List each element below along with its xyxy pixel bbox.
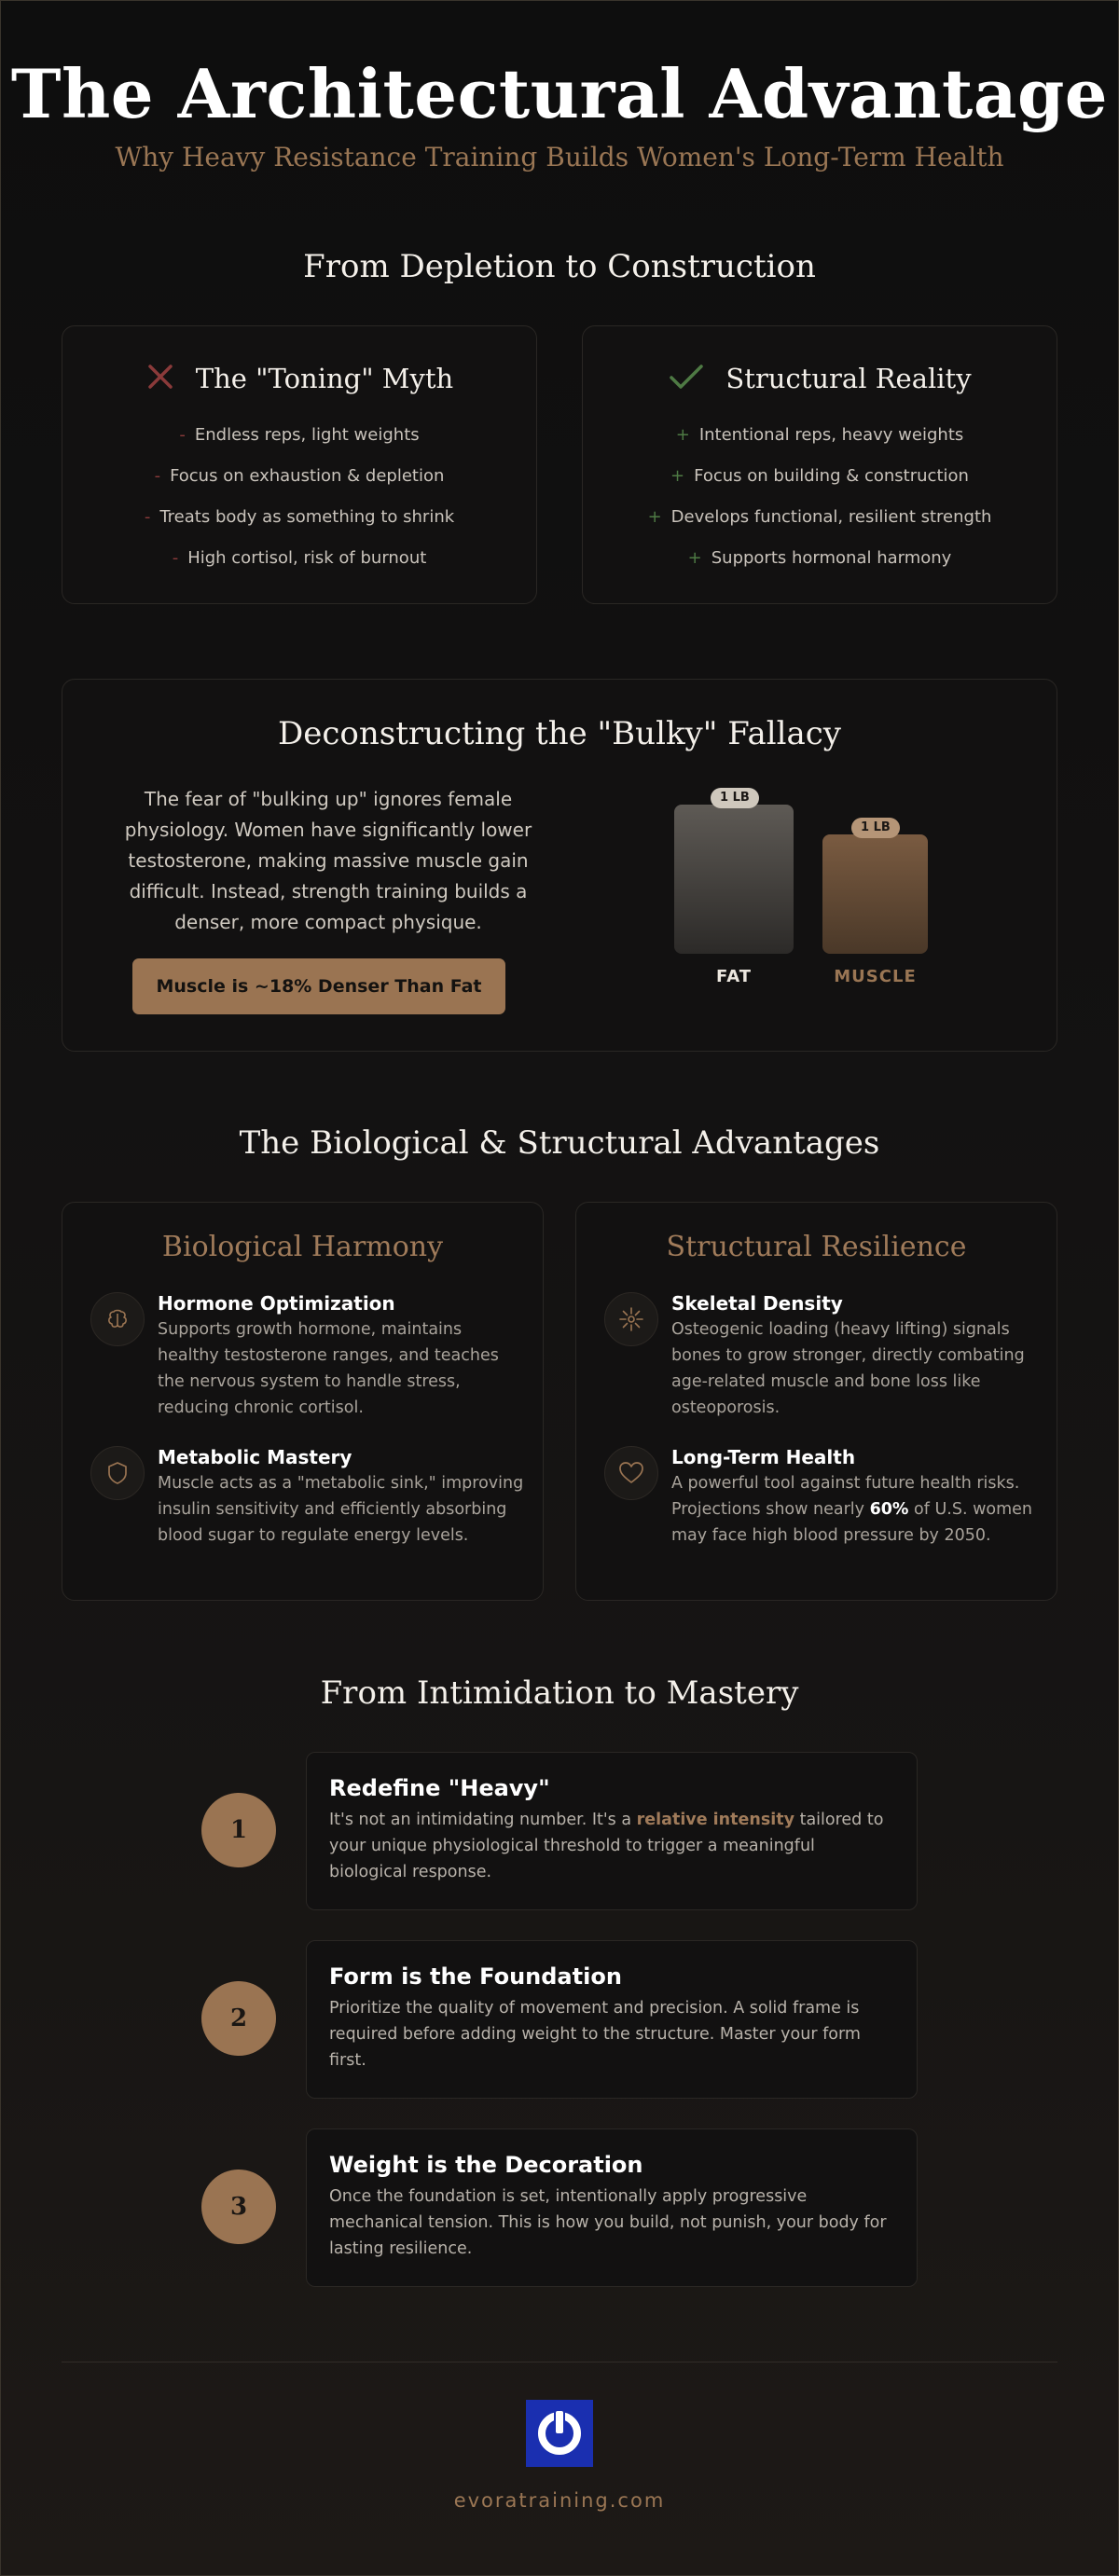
item-text: Muscle acts as a "metabolic sink," improving insulin sensitivity and efficiently absorbing blood sugar to regulate energy levels.: [158, 1474, 524, 1545]
structural-card: [575, 1202, 1057, 1601]
myth-list: [62, 423, 536, 587]
minus-marker: -: [172, 548, 179, 568]
step-highlight: relative intensity: [636, 1811, 795, 1829]
item-heading: Long-Term Health: [671, 1446, 856, 1468]
structural-title: Structural Resilience: [666, 1231, 967, 1263]
step-text: Once the foundation is set, intentionally apply progressive mechanical tension. This is how you build, not punish, your body for lasting resilience.: [329, 2187, 887, 2258]
page-subtitle: Why Heavy Resistance Training Builds Women's Long-Term Health: [115, 142, 1004, 172]
muscle-bar: [822, 834, 928, 954]
list-item: - High cortisol, risk of burnout: [172, 548, 427, 568]
list-item: - Treats body as something to shrink: [144, 507, 455, 527]
heart-icon: [604, 1446, 658, 1500]
plus-marker: +: [647, 507, 662, 527]
step-card-2: [306, 1940, 918, 2099]
bulky-text: The fear of "bulking up" ignores female physiology. Women have significantly lower testosterone, making massive muscle gain difficult. Instead, strength training builds a denser, more compact physique.: [124, 788, 532, 933]
list-item: - Focus on exhaustion & depletion: [154, 466, 445, 486]
section-title-mastery: From Intimidation to Mastery: [320, 1674, 799, 1712]
reality-card: [582, 325, 1057, 604]
step-heading: Form is the Foundation: [329, 1963, 622, 1990]
minus-marker: -: [154, 466, 161, 486]
brain-icon: [90, 1292, 145, 1346]
bulky-title: Deconstructing the "Bulky" Fallacy: [277, 715, 842, 752]
myth-title: The "Toning" Myth: [195, 363, 454, 394]
step-card-3: [306, 2128, 918, 2287]
list-item: - Endless reps, light weights: [179, 425, 420, 445]
fat-weight-tag: 1 LB: [711, 788, 759, 808]
brand-logo[interactable]: [526, 2400, 593, 2467]
item-heading: Skeletal Density: [671, 1292, 843, 1315]
section-title-advantages: The Biological & Structural Advantages: [239, 1124, 880, 1162]
plus-marker: +: [670, 466, 685, 486]
biological-title: Biological Harmony: [161, 1231, 444, 1263]
minus-marker: -: [144, 507, 151, 527]
minus-marker: -: [179, 425, 186, 445]
step-heading: Redefine "Heavy": [329, 1775, 550, 1801]
fat-bar: [674, 805, 794, 954]
step-number: 2: [201, 1981, 276, 2056]
myth-card: [62, 325, 537, 604]
sparkle-icon: [604, 1292, 658, 1346]
muscle-weight-tag: 1 LB: [851, 818, 900, 838]
muscle-label: MUSCLE: [834, 967, 917, 986]
power-icon: [534, 2406, 585, 2460]
plus-marker: +: [687, 548, 702, 568]
list-item: + Intentional reps, heavy weights: [675, 425, 964, 445]
step-card-1: [306, 1752, 918, 1910]
stat-highlight: 60%: [869, 1500, 909, 1519]
fat-label: FAT: [715, 967, 753, 986]
bulky-card: [62, 679, 1057, 1052]
x-icon: [145, 362, 175, 395]
step-number: 1: [201, 1793, 276, 1867]
item-heading: Metabolic Mastery: [158, 1446, 352, 1468]
item-text: Osteogenic loading (heavy lifting) signals bones to grow stronger, directly combating age-related muscle and bone loss like osteoporosis.: [671, 1320, 1025, 1417]
step-text: It's not an intimidating number. It's a relative intensity tailored to your unique physiological threshold to trigger a meaningful biological response.: [329, 1811, 884, 1881]
item-heading: Hormone Optimization: [158, 1292, 395, 1315]
step-number: 3: [201, 2170, 276, 2244]
list-item: + Focus on building & construction: [670, 466, 969, 486]
section-title-depletion: From Depletion to Construction: [303, 248, 816, 285]
item-text: Supports growth hormone, maintains healthy testosterone ranges, and teaches the nervous system to handle stress, reducing chronic cortisol.: [158, 1320, 499, 1417]
footer-link[interactable]: evoratraining.com: [453, 2489, 666, 2512]
item-text: A powerful tool against future health risks. Projections show nearly 60% of U.S. women may face high blood pressure by 2050.: [671, 1474, 1032, 1545]
check-icon: [668, 362, 705, 395]
density-callout-button[interactable]: Muscle is ~18% Denser Than Fat: [132, 958, 505, 1014]
reality-list: [583, 423, 1057, 587]
list-item: + Develops functional, resilient strength: [647, 507, 992, 527]
reality-title: Structural Reality: [725, 363, 972, 394]
biological-card: [62, 1202, 544, 1601]
step-heading: Weight is the Decoration: [329, 2152, 643, 2178]
step-text: Prioritize the quality of movement and precision. A solid frame is required before adding weight to the structure. Master your form first.: [329, 1999, 861, 2070]
list-item: + Supports hormonal harmony: [687, 548, 952, 568]
shield-icon: [90, 1446, 145, 1500]
plus-marker: +: [675, 425, 690, 445]
page-title: The Architectural Advantage: [10, 54, 1109, 133]
